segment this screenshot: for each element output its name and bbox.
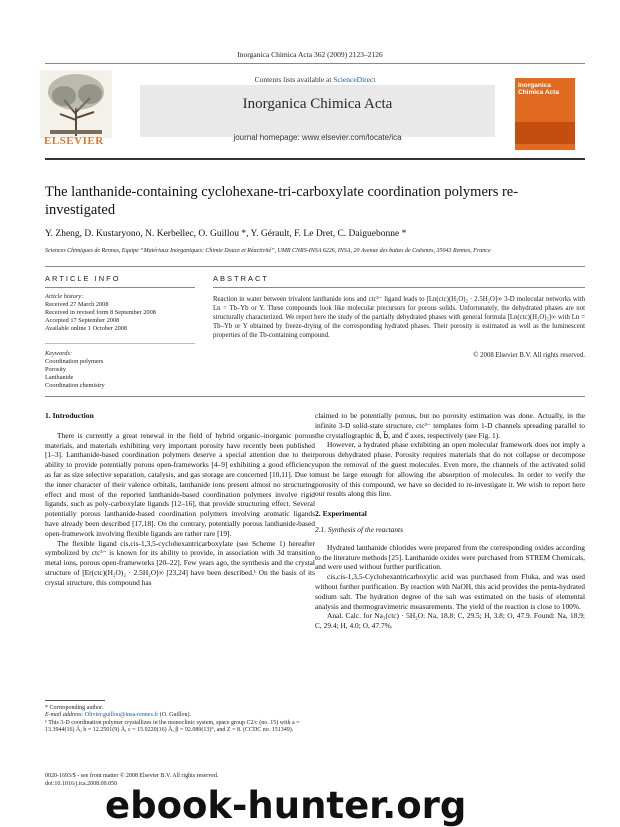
intro-paragraph-1: There is currently a great renewal in the field of hybrid organic–inorganic porous materials, and materials exhibiting very important porosity have recently been published [1–3]. Lanthanide-based coordination polymers deserve a special attention due to their ability to provide potentially porous open-frameworks [4–9] exhibiting a good efficiency as far as size selective separation, catalysis, and gas storage are concerned [10,11]. Due to the inner character of their valence orbitals, lanthanide ions present almost no structuring effect and most of the reported lanthanide-based coordination polymers involve rigid ligands, such as poly-carboxylate ligands [12–16], that provide structuring effect. Several potentially porous lanthanide-based coordination polymers involving aromatic ligands have already been described [17,18]. On the contrary, potentially porous lanthanide-based open-framework involving flexible ligands are rather rare [19].: [45, 430, 315, 538]
left-column: [45, 411, 315, 588]
abstract-heading: ABSTRACT: [213, 274, 270, 283]
cover-band: [515, 122, 575, 144]
history-revised: Received in revised form 8 September 2008: [45, 309, 156, 316]
footnotes: [45, 705, 315, 734]
history-online: Available online 1 October 2008: [45, 325, 128, 332]
section-heading-experimental: 2. Experimental: [315, 509, 367, 519]
journal-homepage: [140, 133, 495, 142]
abstract-rule: [213, 287, 585, 288]
right-paragraph-2: However, a hydrated phase exhibiting an open molecular framework does not imply a porous dehydrated phase. Porosity requires materials that do not collapse or decompose upon the removal of the guest molecules. Even more, the channels of the activated solid must be large enough for allowing the absorption of molecules. In order to verify the porosity of this compound, we have so decided to re-investigate it. We wish to report here our results along this line.: [315, 440, 585, 499]
article-info-heading: ARTICLE INFO: [45, 274, 121, 283]
history-accepted: Accepted 17 September 2008: [45, 317, 120, 324]
keyword: Coordination chemistry: [45, 382, 105, 389]
right-paragraph-5: Anal. Calc. for Na₃(ctc) · 5H₂O: Na, 18.8; C, 29.5; H, 3.8; O, 47.9. Found: Na, 18.9; C, 29.4; H, 4.0; O, 47.7%.: [315, 611, 585, 631]
corresponding-author-note: * Corresponding author.: [45, 705, 104, 711]
history-rule: [45, 343, 195, 344]
journal-title: Inorganica Chimica Acta: [242, 96, 393, 112]
right-paragraph-4: cis,cis-1,3,5-Cyclohexantricarboxylic acid was purchased from Fluka, and was used without further purification. By reaction with NaOH, this acid provides the penta-hydrated sodium salt. The hydration degree of the salt was estimated on the basis of elemental analysis and thermogravimetric measurements. The yield of the reaction is close to 100%.: [315, 572, 585, 611]
contents-prefix: Contents lists available at: [254, 75, 334, 84]
keywords: [45, 350, 195, 390]
homepage-link[interactable]: www.elsevier.com/locate/ica: [301, 133, 402, 142]
homepage-prefix: journal homepage:: [233, 133, 302, 142]
history-label: Article history:: [45, 293, 84, 300]
right-paragraph-3: Hydrated lanthanide chlorides were prepared from the corresponding oxides according to the literature methods [25]. Lanthanide oxides were purchased from STREM Chemicals, and were used without further purification.: [315, 542, 585, 572]
doi-line: doi:10.1016/j.ica.2008.09.050: [45, 780, 118, 787]
email-note: [45, 712, 315, 719]
section-heading-introduction: 1. Introduction: [45, 411, 94, 420]
contents-line: [150, 75, 480, 84]
email-link[interactable]: Olivier.guillou@insa-rennes.fr: [84, 712, 159, 719]
footnote-rule: [45, 700, 105, 701]
article-history: [45, 293, 195, 333]
sciencedirect-link[interactable]: ScienceDirect: [333, 75, 376, 84]
affiliation: Sciences Chimiques de Rennes, Equipe “Matériaux Inorganiques: Chimie Douce et Réactivité”, UMR CNRS-INSA 6226, INSA, 20 Avenue des buttes de Coësmes, 35043 Rennes, France: [45, 248, 491, 254]
right-paragraph-1: claimed to be potentially porous, but no porosity estimation was done. Actually, in the infinite 3-D solid-state structure, ctc³⁻ templates form 1-D channels spreading parallel to the crystallographic a⃗, b⃗, and c⃗ axes, respectively (see Fig. 1).: [315, 411, 585, 440]
right-column: [315, 411, 585, 631]
issn-line: 0020-1693/$ - see front matter © 2008 Elsevier B.V. All rights reserved.: [45, 773, 219, 779]
footnote-1: ¹ This 3-D coordination polymer crystallizes in the monoclinic system, space group C2/c (no. 15) with a = 13.3944(16) Å, b = 12.2501(9) Å, c = 15.9220(16) Å, β = 92.089(13)°, and Z = 8. (CCDC no. 151349).: [45, 719, 300, 733]
keyword: Porosity: [45, 366, 66, 373]
author-list: Y. Zheng, D. Kustaryono, N. Kerbellec, O. Guillou *, Y. Gérault, F. Le Dret, C. Daiguebonne *: [45, 229, 407, 239]
masthead-rule: [45, 158, 585, 160]
article-title: The lanthanide-containing cyclohexane-tri-carboxylate coordination polymers re-investigated: [45, 184, 519, 218]
title-rule: [45, 266, 585, 267]
abstract-end-rule: [45, 396, 585, 397]
watermark: ebook-hunter.org: [105, 784, 467, 827]
email-suffix: (O. Guillou).: [158, 712, 191, 719]
header-rule: [45, 63, 585, 64]
elsevier-wordmark: ELSEVIER: [44, 135, 104, 147]
running-head: Inorganica Chimica Acta 362 (2009) 2123–2126: [237, 50, 383, 59]
keyword: Lanthanide: [45, 374, 74, 381]
keywords-label: Keywords:: [45, 350, 73, 357]
abstract-copyright: © 2008 Elsevier B.V. All rights reserved.: [473, 352, 585, 359]
history-received: Received 27 March 2008: [45, 301, 109, 308]
cover-title: Inorganica Chimica Acta: [518, 82, 559, 96]
subsection-heading-synthesis: 2.1. Synthesis of the reactants: [315, 524, 403, 534]
article-info-rule: [45, 287, 195, 288]
intro-paragraph-2: The flexible ligand cis,cis-1,3,5-cyclohexantricarboxylate (see Scheme 1) hereafter symbolized by ctc³⁻ is known for its ability to provide, in association with 3d transition metal ions, porous open-frameworks [20–22]. Few years ago, the synthesis and the crystal structure of [Er(ctc)(H₂O)₂ · 2.5H₂O]∞ [23,24] have been described.¹ On the basis of its crystal structure, this compound has: [45, 538, 315, 587]
keyword: Coordination polymers: [45, 358, 104, 365]
email-label: E-mail address:: [45, 712, 85, 719]
journal-cover-image: [515, 78, 575, 150]
abstract-text: Reaction in water between trivalent lanthanide ions and ctc³⁻ ligand leads to [Ln(ctc)(H₂O)₂ · 2.5H₂O]∞ 3-D molecular networks with Ln = Tb–Yb or Y. These compounds look like molecular precursors for porous solids. Unfortunately, the dehydrated phases are not structurally characterized. We report here the study of the partially dehydrated phases with general formula [Ln(ctc)(H₂O)₂]∞ with Ln = Tb–Yb or Y obtained by freeze-drying of the corresponding hydrated phases. Their porosity is estimated as well as the luminescent properties of the Tb-containing compound.: [213, 296, 585, 339]
